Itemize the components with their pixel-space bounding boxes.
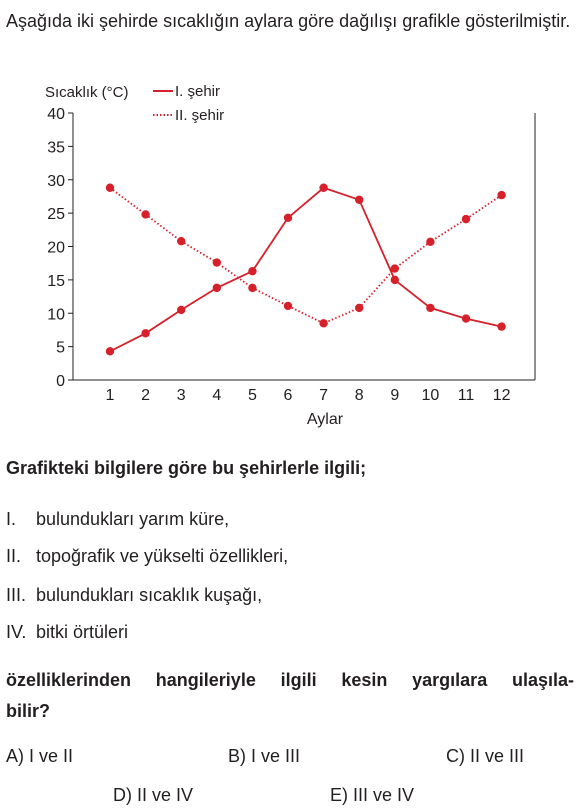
data-point-series-1 (248, 267, 256, 275)
choice-b[interactable]: B) I ve III (228, 746, 301, 766)
x-tick-label: 2 (141, 387, 151, 404)
list-item (6, 585, 262, 606)
x-tick-label: 3 (176, 387, 186, 404)
y-tick-label: 40 (47, 106, 65, 123)
series-line-2 (110, 188, 502, 323)
choice-e[interactable]: E) III ve IV (330, 785, 415, 805)
item-text: bitki örtüleri (36, 622, 129, 642)
data-point-series-1 (177, 306, 185, 314)
y-tick-label: 10 (47, 306, 65, 324)
x-tick-label: 1 (105, 387, 115, 404)
legend-label-series-2: II. şehir (175, 107, 225, 124)
x-axis-label: Aylar (306, 411, 344, 428)
data-point-series-2 (284, 302, 292, 310)
data-point-series-2 (248, 284, 256, 292)
data-point-series-2 (497, 191, 505, 199)
x-tick-label: 10 (421, 387, 440, 404)
chart-ticks (47, 106, 510, 404)
data-point-series-2 (141, 210, 149, 218)
y-tick-label: 35 (47, 139, 65, 157)
y-tick-label: 0 (56, 373, 65, 390)
data-point-series-1 (497, 322, 505, 330)
x-tick-label: 5 (247, 387, 257, 404)
item-number: III. (6, 585, 27, 605)
data-point-series-1 (391, 276, 399, 284)
chart-axes (73, 113, 535, 380)
item-text: bulundukları sıcaklık kuşağı, (36, 585, 263, 605)
data-point-series-1 (284, 214, 292, 222)
x-tick-label: 9 (390, 387, 400, 404)
data-point-series-1 (213, 284, 221, 292)
y-tick-label: 30 (47, 172, 65, 190)
chart-series-lines (110, 188, 502, 351)
data-point-series-2 (319, 319, 327, 327)
legend-label-series-1: I. şehir (175, 83, 221, 100)
y-tick-label: 15 (47, 272, 65, 290)
data-point-series-2 (355, 304, 363, 312)
list-item (6, 546, 288, 567)
temperature-chart (0, 75, 584, 435)
data-point-series-2 (462, 215, 470, 223)
x-tick-label: 4 (212, 387, 222, 404)
question-stem: Grafikteki bilgilere göre bu şehirlerle ilgili; (6, 458, 367, 478)
item-text: bulundukları yarım küre, (36, 509, 230, 529)
data-point-series-1 (462, 314, 470, 322)
series-line-1 (110, 188, 502, 351)
data-point-series-2 (106, 184, 114, 192)
list-item (6, 622, 128, 643)
x-tick-label: 11 (457, 387, 475, 404)
item-text: topoğrafik ve yükselti özellikleri, (36, 546, 289, 566)
data-point-series-2 (391, 264, 399, 272)
data-point-series-1 (319, 184, 327, 192)
data-point-series-2 (426, 238, 434, 246)
question-ask-line-1: özelliklerinden hangileriyle ilgili kesin yargılara ulaşıla- (6, 670, 574, 690)
x-tick-label: 12 (492, 387, 511, 404)
item-number: IV. (6, 622, 27, 642)
chart-series-points (106, 184, 506, 356)
legend (153, 83, 224, 124)
choice-a[interactable]: A) I ve II (6, 746, 74, 766)
y-tick-label: 25 (47, 206, 65, 224)
x-tick-label: 8 (354, 387, 364, 404)
item-number: I. (6, 509, 17, 529)
data-point-series-2 (177, 237, 185, 245)
x-tick-label: 7 (319, 387, 329, 404)
data-point-series-1 (106, 347, 114, 355)
intro-text: Aşağıda iki şehirde sıcaklığın aylara göre dağılışı grafikle gösterilmiştir. (6, 11, 571, 31)
y-tick-label: 20 (47, 239, 65, 257)
choice-c[interactable]: C) II ve III (446, 746, 525, 766)
question-ask-line-2: bilir? (6, 701, 50, 721)
x-tick-label: 6 (283, 387, 293, 404)
y-axis-label: Sıcaklık (°C) (45, 84, 129, 101)
data-point-series-1 (355, 196, 363, 204)
choice-d[interactable]: D) II ve IV (113, 785, 194, 805)
y-tick-label: 5 (56, 339, 65, 357)
question-ask (6, 665, 574, 727)
data-point-series-2 (213, 258, 221, 266)
item-number: II. (6, 546, 22, 566)
list-item (6, 509, 229, 530)
data-point-series-1 (141, 329, 149, 337)
data-point-series-1 (426, 304, 434, 312)
